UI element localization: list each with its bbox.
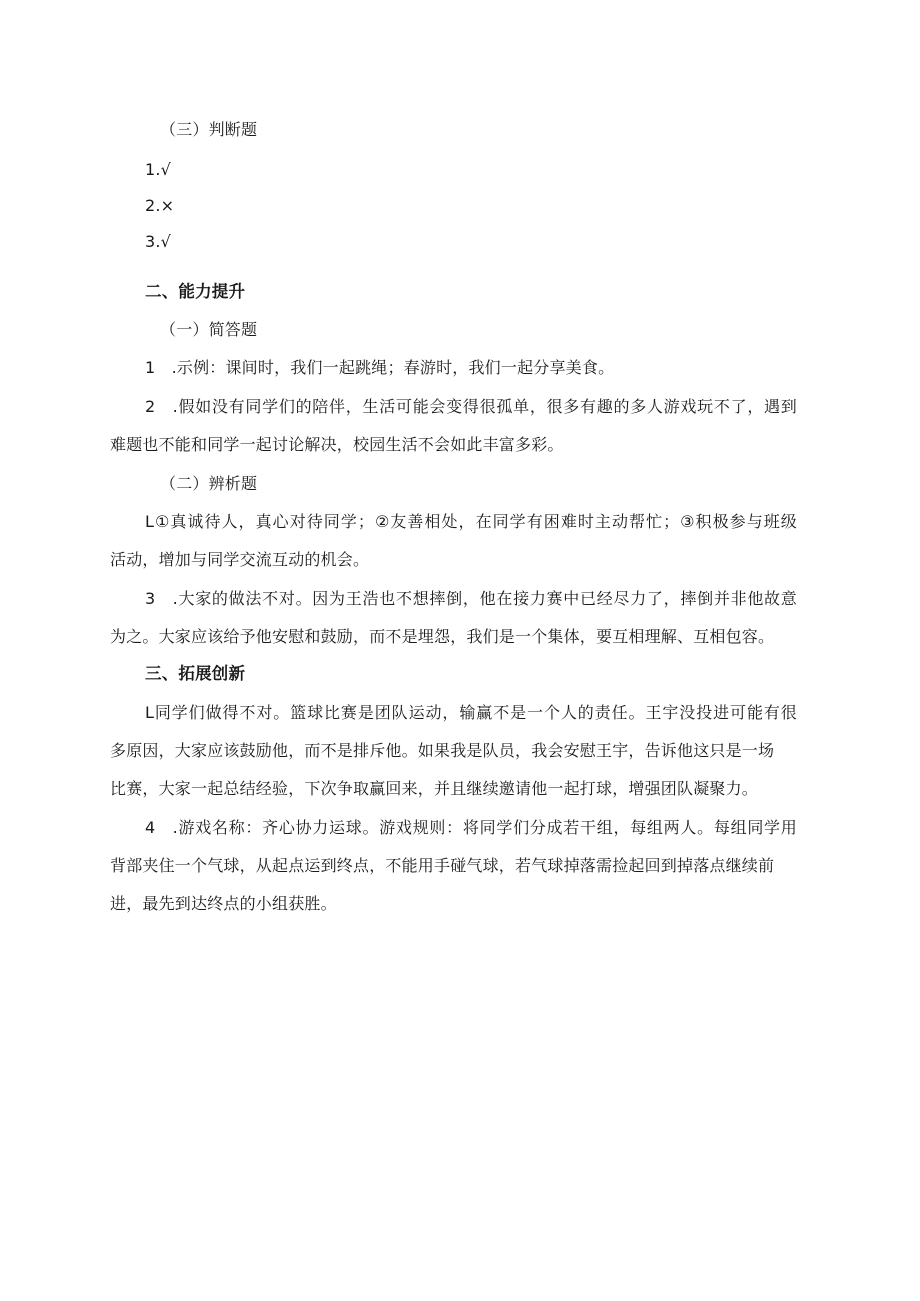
short-answer-2-line-2: 难题也不能和同学一起讨论解决，校园生活不会如此丰富多彩。 [110,435,564,454]
extension-4-line-2: 背部夹住一个气球，从起点运到终点，不能用手碰气球，若气球掉落需捡起回到掉落点继续前 [110,856,775,875]
extension-4-line-3: 进，最先到达终点的小组获胜。 [110,894,337,913]
extension-1-line-2: 多原因，大家应该鼓励他，而不是排斥他。如果我是队员，我会安慰王宇，告诉他这只是一场 [110,741,775,760]
extension-1-line-3: 比赛，大家一起总结经验，下次争取赢回来，并且继续邀请他一起打球，增强团队凝聚力。 [110,779,759,798]
judgement-answer-2: 2.× [145,196,175,215]
judgement-answer-3: 3.√ [145,232,172,251]
analysis-1-line-2: 活动，增加与同学交流互动的机会。 [110,550,370,569]
analysis-3-line-1: 3 .大家的做法不对。因为王浩也不想摔倒，他在接力赛中已经尽力了，摔倒并非他故意 [145,589,797,608]
part2-title: 二、能力提升 [145,282,246,301]
extension-1-line-1: L同学们做得不对。篮球比赛是团队运动，输赢不是一个人的责任。王宇没投进可能有很 [145,703,797,722]
short-answer-2-line-1: 2 .假如没有同学们的陪伴，生活可能会变得很孤单，很多有趣的多人游戏玩不了，遇到 [145,397,797,416]
short-answer-1: 1 .示例：课间时，我们一起跳绳；春游时，我们一起分享美食。 [145,358,615,377]
analysis-3-line-2: 为之。大家应该给予他安慰和鼓励，而不是埋怨，我们是一个集体，要互相理解、互相包容。 [110,627,775,646]
part2-analysis-heading: （二）辨析题 [160,474,258,493]
part3-title: 三、拓展创新 [145,664,246,683]
analysis-1-line-1: L①真诚待人，真心对待同学；②友善相处，在同学有困难时主动帮忙；③积极参与班级 [145,512,797,531]
part2-short-answer-heading: （一）简答题 [160,320,258,339]
extension-4-line-1: 4 .游戏名称：齐心协力运球。游戏规则：将同学们分成若干组，每组两人。每组同学用 [145,818,797,837]
judgement-answer-1: 1.√ [145,160,172,179]
section-judgement-heading: （三）判断题 [160,120,258,139]
